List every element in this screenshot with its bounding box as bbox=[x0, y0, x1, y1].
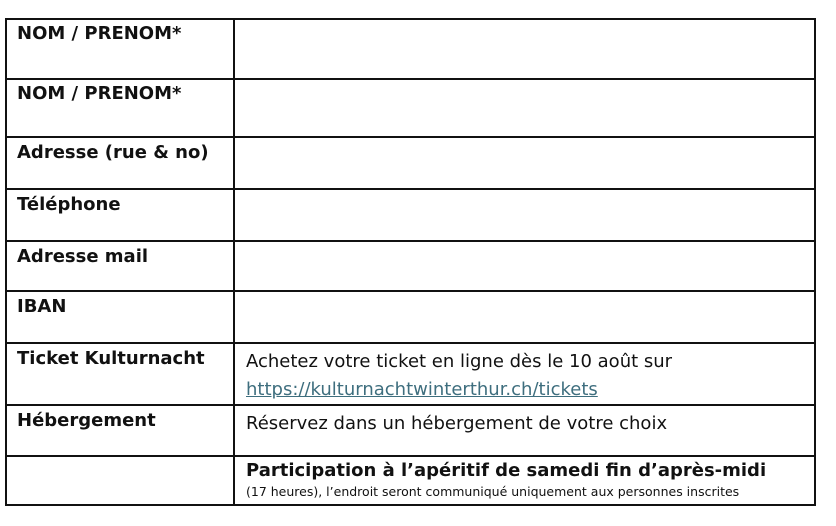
iban-field[interactable] bbox=[234, 291, 815, 343]
registration-form-table bbox=[5, 18, 816, 506]
table-row bbox=[6, 189, 815, 241]
aperitif-info bbox=[234, 456, 815, 505]
row-label: NOM / PRENOM* bbox=[6, 79, 234, 137]
aperitif-note: (17 heures), l’endroit seront communiqué uniquement aux personnes inscrites bbox=[246, 484, 740, 499]
row-label: Ticket Kulturnacht bbox=[6, 343, 234, 405]
table-row bbox=[6, 137, 815, 189]
table-row bbox=[6, 343, 815, 405]
phone-field[interactable] bbox=[234, 189, 815, 241]
table-row bbox=[6, 19, 815, 79]
ticket-link[interactable]: https://kulturnachtwinterthur.ch/tickets bbox=[246, 379, 598, 400]
address-field[interactable] bbox=[234, 137, 815, 189]
table-row bbox=[6, 241, 815, 291]
row-label: IBAN bbox=[6, 291, 234, 343]
table-row bbox=[6, 79, 815, 137]
row-label: Adresse mail bbox=[6, 241, 234, 291]
table-row bbox=[6, 405, 815, 456]
name-field-2[interactable] bbox=[234, 79, 815, 137]
row-label: Téléphone bbox=[6, 189, 234, 241]
table-row bbox=[6, 456, 815, 505]
aperitif-title: Participation à l’apéritif de samedi fin d’après-midi bbox=[246, 460, 767, 481]
row-label-empty bbox=[6, 456, 234, 505]
row-label: Adresse (rue & no) bbox=[6, 137, 234, 189]
row-label: NOM / PRENOM* bbox=[6, 19, 234, 79]
ticket-info bbox=[234, 343, 815, 405]
name-field[interactable] bbox=[234, 19, 815, 79]
ticket-text: Achetez votre ticket en ligne dès le 10 août sur bbox=[246, 351, 673, 372]
accommodation-info bbox=[234, 405, 815, 456]
accommodation-text: Réservez dans un hébergement de votre choix bbox=[246, 413, 668, 434]
email-field[interactable] bbox=[234, 241, 815, 291]
table-row bbox=[6, 291, 815, 343]
row-label: Hébergement bbox=[6, 405, 234, 456]
